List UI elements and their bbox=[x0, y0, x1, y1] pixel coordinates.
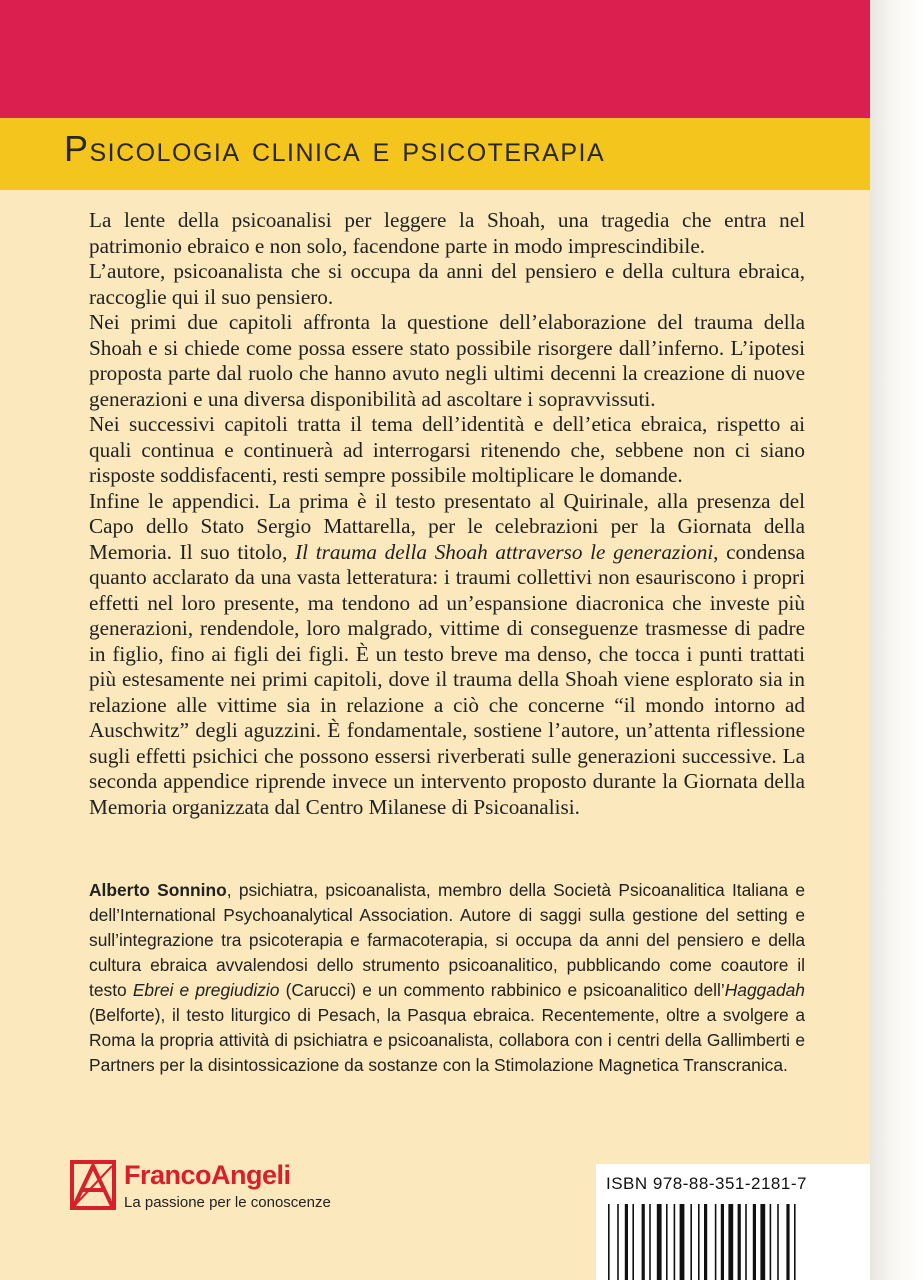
barcode-bar bbox=[642, 1204, 645, 1280]
francoangeli-logo-icon bbox=[70, 1160, 116, 1210]
author-book-title: Ebrei e pregiudizio bbox=[132, 980, 280, 1000]
description-paragraph: Nei primi due capitoli affronta la questione dell’elaborazione del trauma della Shoah e si chiede come possa essere stato possibile risorgere dall’inferno. L’ipotesi proposta parte dal ruolo che hanno avuto negli ultimi decenni la creazione di nuove generazioni e una diversa disponibilità ad ascoltare i sopravvissuti. bbox=[89, 310, 805, 411]
barcode-bar bbox=[777, 1204, 779, 1280]
publisher-name: FrancoAngeli bbox=[124, 1160, 291, 1190]
publisher-tagline: La passione per le conoscenze bbox=[124, 1194, 331, 1211]
author-bio-text: (Belforte), il testo liturgico di Pesach, la Pasqua ebraica. Recentemente, oltre a svolgere a Roma la propria attività di psichiatra e psicoanalista, collabora con i centri della Gallimberti e Partners per la disintossicazione da sostanze con la Stimolazione Magnetica Transcranica. bbox=[89, 1005, 805, 1075]
barcode-bar bbox=[786, 1204, 789, 1280]
appendix-essay-title: Il trauma della Shoah attraverso le generazioni bbox=[295, 539, 714, 564]
barcode-bar bbox=[617, 1204, 619, 1280]
barcode-bar bbox=[632, 1204, 634, 1280]
barcode-bar bbox=[721, 1204, 724, 1280]
book-description bbox=[89, 208, 805, 820]
appendix-paragraph bbox=[89, 489, 805, 821]
barcode-bar bbox=[625, 1204, 628, 1280]
barcode-bar bbox=[728, 1204, 733, 1280]
barcode-bar bbox=[657, 1204, 662, 1280]
barcode bbox=[608, 1204, 870, 1280]
appendix-text-intro: Infine le appendici. La prima è il testo presentato al Quirinale, alla presenza del Capo dello Stato Sergio Mattarella, per le celebrazioni per la Giornata della Memoria. Il suo titolo, bbox=[89, 488, 805, 564]
barcode-area bbox=[596, 1164, 870, 1280]
description-paragraph: Nei successivi capitoli tratta il tema dell’identità e dell’etica ebraica, rispetto ai quali continua e continuerà ad interrogarsi ritenendo che, sebbene non ci siano risposte soddisfacenti, resti sempre possibile moltiplicare le domande. bbox=[89, 412, 805, 487]
appendix-text-rest: , condensa quanto acclarato da una vasta letteratura: i traumi collettivi non esauriscono i propri effetti nel loro presente, ma tendono ad un’espansione diacronica che investe più generazioni, rendendole, loro malgrado, vittime di conseguenze trasmesse di padre in figlio, fino ai figli dei figli. È un testo breve ma denso, che tocca i punti trattati più estesamente nei primi capitoli, dove il trauma della Shoah viene esplorato sia in relazione alle vittime sia in relazione a ciò che concerne “il mondo intorno ad Auschwitz” degli aguzzini. È fondamentale, sostiene l’autore, un’attenta riflessione sugli effetti psichici che possono essersi riverberati sulle generazioni successive. La seconda appendice riprende invece un intervento proposto durante la Giornata della Memoria organizzata dal Centro Milanese di Psicoanalisi. bbox=[89, 539, 805, 819]
barcode-bar bbox=[680, 1204, 685, 1280]
barcode-bar bbox=[745, 1204, 747, 1280]
barcode-bar bbox=[649, 1204, 651, 1280]
series-title: Psicologia clinica e psicoterapia bbox=[64, 128, 606, 169]
barcode-bar bbox=[753, 1204, 756, 1280]
barcode-bar bbox=[698, 1204, 700, 1280]
barcode-bar bbox=[770, 1204, 772, 1280]
barcode-bar bbox=[704, 1204, 707, 1280]
barcode-bar bbox=[738, 1204, 741, 1280]
author-bio bbox=[89, 878, 805, 1078]
author-bio-text: (Carucci) e un commento rabbinico e psicoanalitico dell’ bbox=[279, 980, 725, 1000]
barcode-bar bbox=[608, 1204, 610, 1280]
barcode-bar bbox=[715, 1204, 717, 1280]
top-color-band bbox=[0, 0, 870, 118]
barcode-bar bbox=[666, 1204, 668, 1280]
barcode-bar bbox=[760, 1204, 765, 1280]
barcode-bar bbox=[674, 1204, 676, 1280]
author-bio-text: , psichiatra, psicoanalista, membro della Società Psicoanalitica Italiana e dell’International Psychoanalytical Association. Autore di saggi sulla gestione del setting e sull’integrazione tra psicoterapia e farmacoterapia, si occupa da anni del pensiero e della cultura ebraica avvalendosi dello strumento psicoanalitico, pubblicando come coautore il testo bbox=[89, 880, 805, 1000]
book-spine-edge bbox=[870, 0, 924, 1280]
description-paragraph: La lente della psicoanalisi per leggere la Shoah, una tragedia che entra nel patrimonio ebraico e non solo, facendone parte in modo imprescindibile. bbox=[89, 208, 805, 258]
author-book-title: Haggadah bbox=[724, 980, 805, 1000]
author-name: Alberto Sonnino bbox=[89, 880, 227, 900]
barcode-bar bbox=[690, 1204, 692, 1280]
description-paragraph: L’autore, psicoanalista che si occupa da anni del pensiero e della cultura ebraica, raccoglie qui il suo pensiero. bbox=[89, 259, 805, 309]
isbn-label: ISBN 978-88-351-2181-7 bbox=[606, 1174, 807, 1193]
barcode-bar bbox=[794, 1204, 796, 1280]
